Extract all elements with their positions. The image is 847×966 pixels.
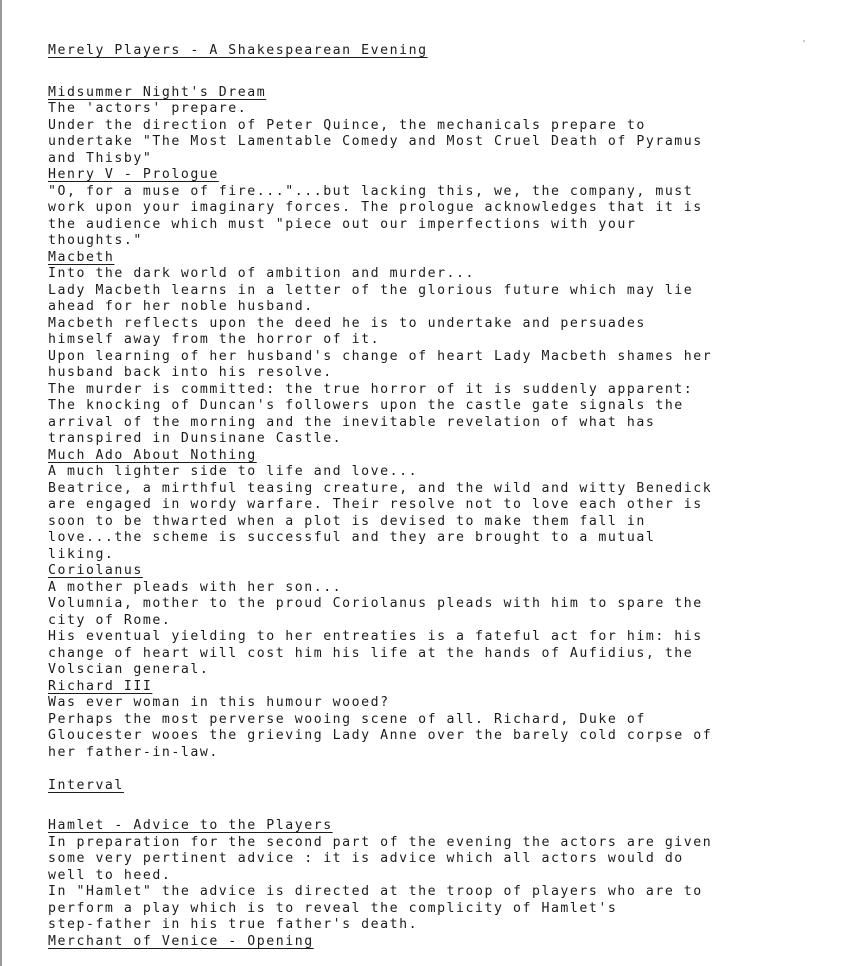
section-heading: Much Ado About Nothing [48, 447, 257, 463]
section-line: perform a play which is to reveal the complicity of Hamlet's [48, 900, 618, 916]
section-henry-v [48, 167, 828, 250]
section-line: are engaged in wordy warfare. Their resolve not to love each other is [48, 497, 703, 512]
section-line: His eventual yielding to her entreaties is a fateful act for him: his [48, 629, 703, 644]
section-merchant [48, 934, 828, 951]
section-heading: Macbeth [48, 249, 115, 265]
section-line: and Thisby" [48, 150, 153, 166]
section-line: The 'actors' prepare. [48, 101, 248, 116]
page-edge-line [0, 0, 2, 966]
section-line: Into the dark world of ambition and murder... [48, 266, 476, 281]
section-line: love...the scheme is successful and they are brought to a mutual [48, 530, 656, 545]
section-line: "O, for a muse of fire..."...but lacking this, we, the company, must [48, 183, 694, 199]
section-line: undertake "The Most Lamentable Comedy and Most Cruel Death of Pyramus [48, 134, 703, 149]
document-title: Merely Players - A Shakespearean Evening [48, 43, 428, 58]
section-line: The knocking of Duncan's followers upon the castle gate signals the [48, 398, 684, 413]
section-heading: Midsummer Night's Dream [48, 84, 267, 100]
section-heading: Henry V - Prologue [48, 167, 219, 182]
section-line: transpired in Dunsinane Castle. [48, 431, 343, 446]
paper-speck [803, 40, 805, 42]
section-line: work upon your imaginary forces. The prologue acknowledges that it is [48, 200, 703, 215]
section-line: A mother pleads with her son... [48, 579, 343, 595]
section-line: A much lighter side to life and love... [48, 464, 419, 479]
section-much-ado [48, 448, 828, 564]
section-line: ahead for her noble husband. [48, 299, 314, 314]
section-line: her father-in-law. [48, 744, 219, 760]
section-midsummer [48, 85, 828, 168]
section-line: Perhaps the most perverse wooing scene of all. Richard, Duke of [48, 711, 646, 727]
blank-line [48, 761, 828, 778]
section-heading: Coriolanus [48, 563, 143, 578]
section-line: Upon learning of her husband's change of heart Lady Macbeth shames her [48, 348, 713, 364]
section-line: thoughts." [48, 233, 143, 248]
section-line: husband back into his resolve. [48, 365, 333, 380]
section-line: the audience which must "piece out our imperfections with your [48, 216, 637, 232]
section-line: step-father in his true father's death. [48, 917, 419, 932]
section-hamlet [48, 818, 828, 934]
section-line: In "Hamlet" the advice is directed at the troop of players who are to [48, 884, 703, 899]
section-line: soon to be thwarted when a plot is devised to make them fall in [48, 513, 646, 529]
section-line: well to heed. [48, 867, 172, 883]
section-macbeth [48, 250, 828, 448]
section-heading: Merchant of Venice - Opening [48, 933, 314, 949]
section-heading: Richard III [48, 678, 153, 694]
section-line: some very pertinent advice : it is advice which all actors would do [48, 851, 684, 866]
section-heading: Hamlet - Advice to the Players [48, 818, 333, 833]
blank-line [48, 794, 828, 818]
section-line: change of heart will cost him his life at the hands of Aufidius, the [48, 645, 694, 661]
programme-document [48, 43, 828, 950]
section-line: Under the direction of Peter Quince, the mechanicals prepare to [48, 117, 646, 133]
section-line: Beatrice, a mirthful teasing creature, and the wild and witty Benedick [48, 480, 713, 496]
section-richard-iii [48, 679, 828, 762]
section-line: In preparation for the second part of the evening the actors are given [48, 834, 713, 850]
section-line: Was ever woman in this humour wooed? [48, 695, 390, 710]
section-line: himself away from the horror of it. [48, 332, 381, 347]
section-line: arrival of the morning and the inevitable revelation of what has [48, 414, 656, 430]
section-coriolanus [48, 563, 828, 679]
section-line: Gloucester wooes the grieving Lady Anne over the barely cold corpse of [48, 728, 713, 743]
section-line: Volumnia, mother to the proud Coriolanus pleads with him to spare the [48, 596, 703, 611]
section-line: liking. [48, 546, 115, 562]
section-line: city of Rome. [48, 612, 172, 628]
section-line: Lady Macbeth learns in a letter of the glorious future which may lie [48, 282, 694, 298]
section-line: Volscian general. [48, 662, 210, 677]
interval-heading: Interval [48, 777, 124, 793]
section-line: The murder is committed: the true horror of it is suddenly apparent: [48, 381, 694, 397]
section-line: Macbeth reflects upon the deed he is to undertake and persuades [48, 315, 646, 331]
